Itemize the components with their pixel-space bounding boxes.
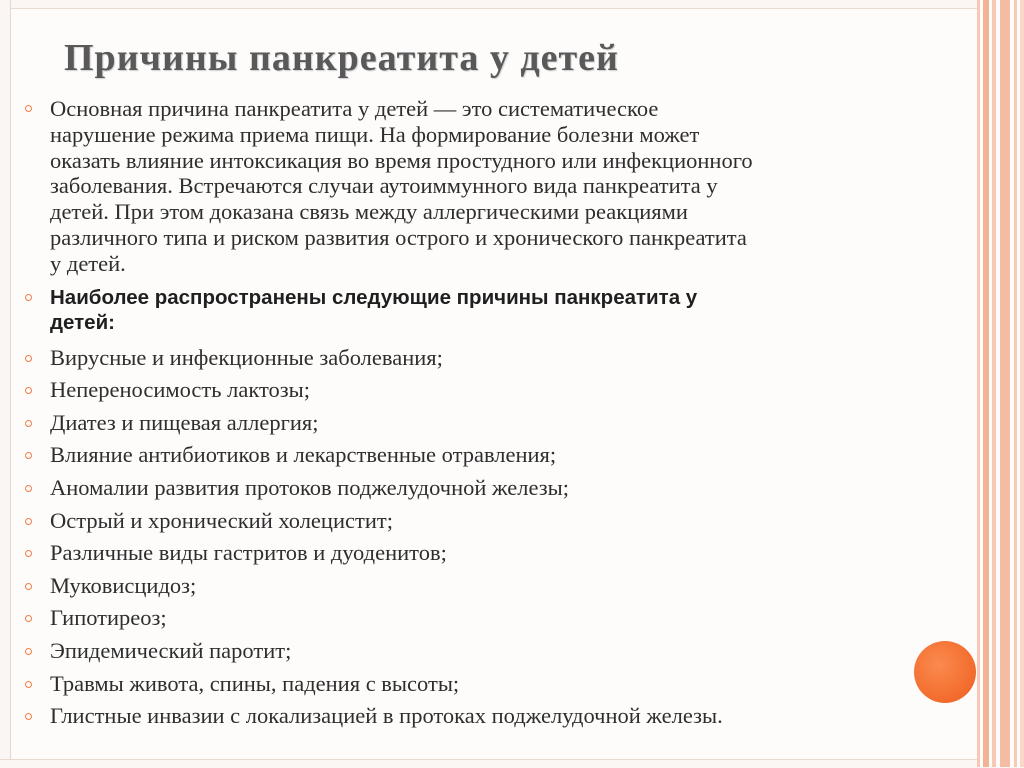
cause-item	[22, 508, 967, 533]
stripe	[983, 0, 989, 767]
bullet-list	[22, 96, 967, 736]
bullet-icon	[25, 648, 32, 655]
intro-lines	[50, 96, 967, 277]
intro-paragraph	[22, 96, 967, 277]
cause-text: Диатез и пищевая аллергия;	[50, 409, 319, 435]
bullet-icon	[25, 420, 32, 427]
cause-item	[22, 540, 967, 565]
bullet-icon	[25, 681, 32, 688]
bullet-icon	[25, 294, 32, 301]
lead-line: детей:	[50, 310, 116, 334]
stripe	[977, 0, 980, 767]
bullet-icon	[25, 105, 32, 112]
bullet-icon	[25, 550, 32, 557]
frame-top-border	[0, 0, 1024, 9]
cause-item	[22, 605, 967, 630]
bullet-icon	[25, 713, 32, 720]
cause-text: Муковисцидоз;	[50, 572, 197, 598]
cause-text: Глистные инвазии с локализацией в протоках поджелудочной железы.	[50, 703, 723, 729]
intro-line: оказать влияние интоксикация во время простудного или инфекционного	[50, 147, 753, 173]
bullet-icon	[25, 518, 32, 525]
cause-item	[22, 377, 967, 402]
cause-item	[22, 345, 967, 370]
cause-item	[22, 638, 967, 663]
cause-text: Гипотиреоз;	[50, 605, 167, 631]
slide-title: Причины панкреатита у детей	[64, 37, 619, 79]
intro-line: у детей.	[50, 250, 126, 276]
bullet-icon	[25, 485, 32, 492]
cause-text: Различные виды гастритов и дуоденитов;	[50, 540, 447, 566]
cause-item	[22, 475, 967, 500]
cause-text: Травмы живота, спины, падения с высоты;	[50, 670, 460, 696]
cause-item	[22, 573, 967, 598]
cause-item	[22, 442, 967, 467]
cause-text: Влияние антибиотиков и лекарственные отравления;	[50, 442, 557, 468]
bullet-icon	[25, 355, 32, 362]
decorative-stripes	[977, 0, 1024, 767]
lead-line: Наиболее распространены следующие причины панкреатита у	[50, 285, 698, 309]
frame-left-border	[0, 0, 11, 767]
intro-line: нарушение режима приема пищи. На формирование болезни может	[50, 121, 700, 147]
intro-line: детей. При этом доказана связь между аллергическими реакциями	[50, 199, 688, 225]
cause-item	[22, 410, 967, 435]
stripe	[1000, 0, 1010, 767]
intro-line: различного типа и риском развития острого и хронического панкреатита	[50, 224, 747, 250]
stripe	[1020, 0, 1024, 767]
bullet-icon	[25, 615, 32, 622]
cause-text: Эпидемический паротит;	[50, 637, 292, 663]
cause-item	[22, 703, 967, 728]
lead-lines	[50, 285, 967, 335]
bullet-icon	[25, 452, 32, 459]
intro-line: Основная причина панкреатита у детей — это систематическое	[50, 96, 659, 121]
cause-item	[22, 671, 967, 696]
cause-text: Непереносимость лактозы;	[50, 377, 311, 403]
cause-text: Острый и хронический холецистит;	[50, 507, 393, 533]
lead-heading	[22, 285, 967, 335]
cause-text: Аномалии развития протоков поджелудочной железы;	[50, 474, 570, 500]
stripe	[1014, 0, 1017, 767]
cause-text: Вирусные и инфекционные заболевания;	[50, 344, 443, 370]
bullet-icon	[25, 583, 32, 590]
stripe	[992, 0, 996, 767]
intro-line: заболевания. Встречаются случаи аутоиммунного вида панкреатита у	[50, 173, 718, 199]
bullet-icon	[25, 387, 32, 394]
